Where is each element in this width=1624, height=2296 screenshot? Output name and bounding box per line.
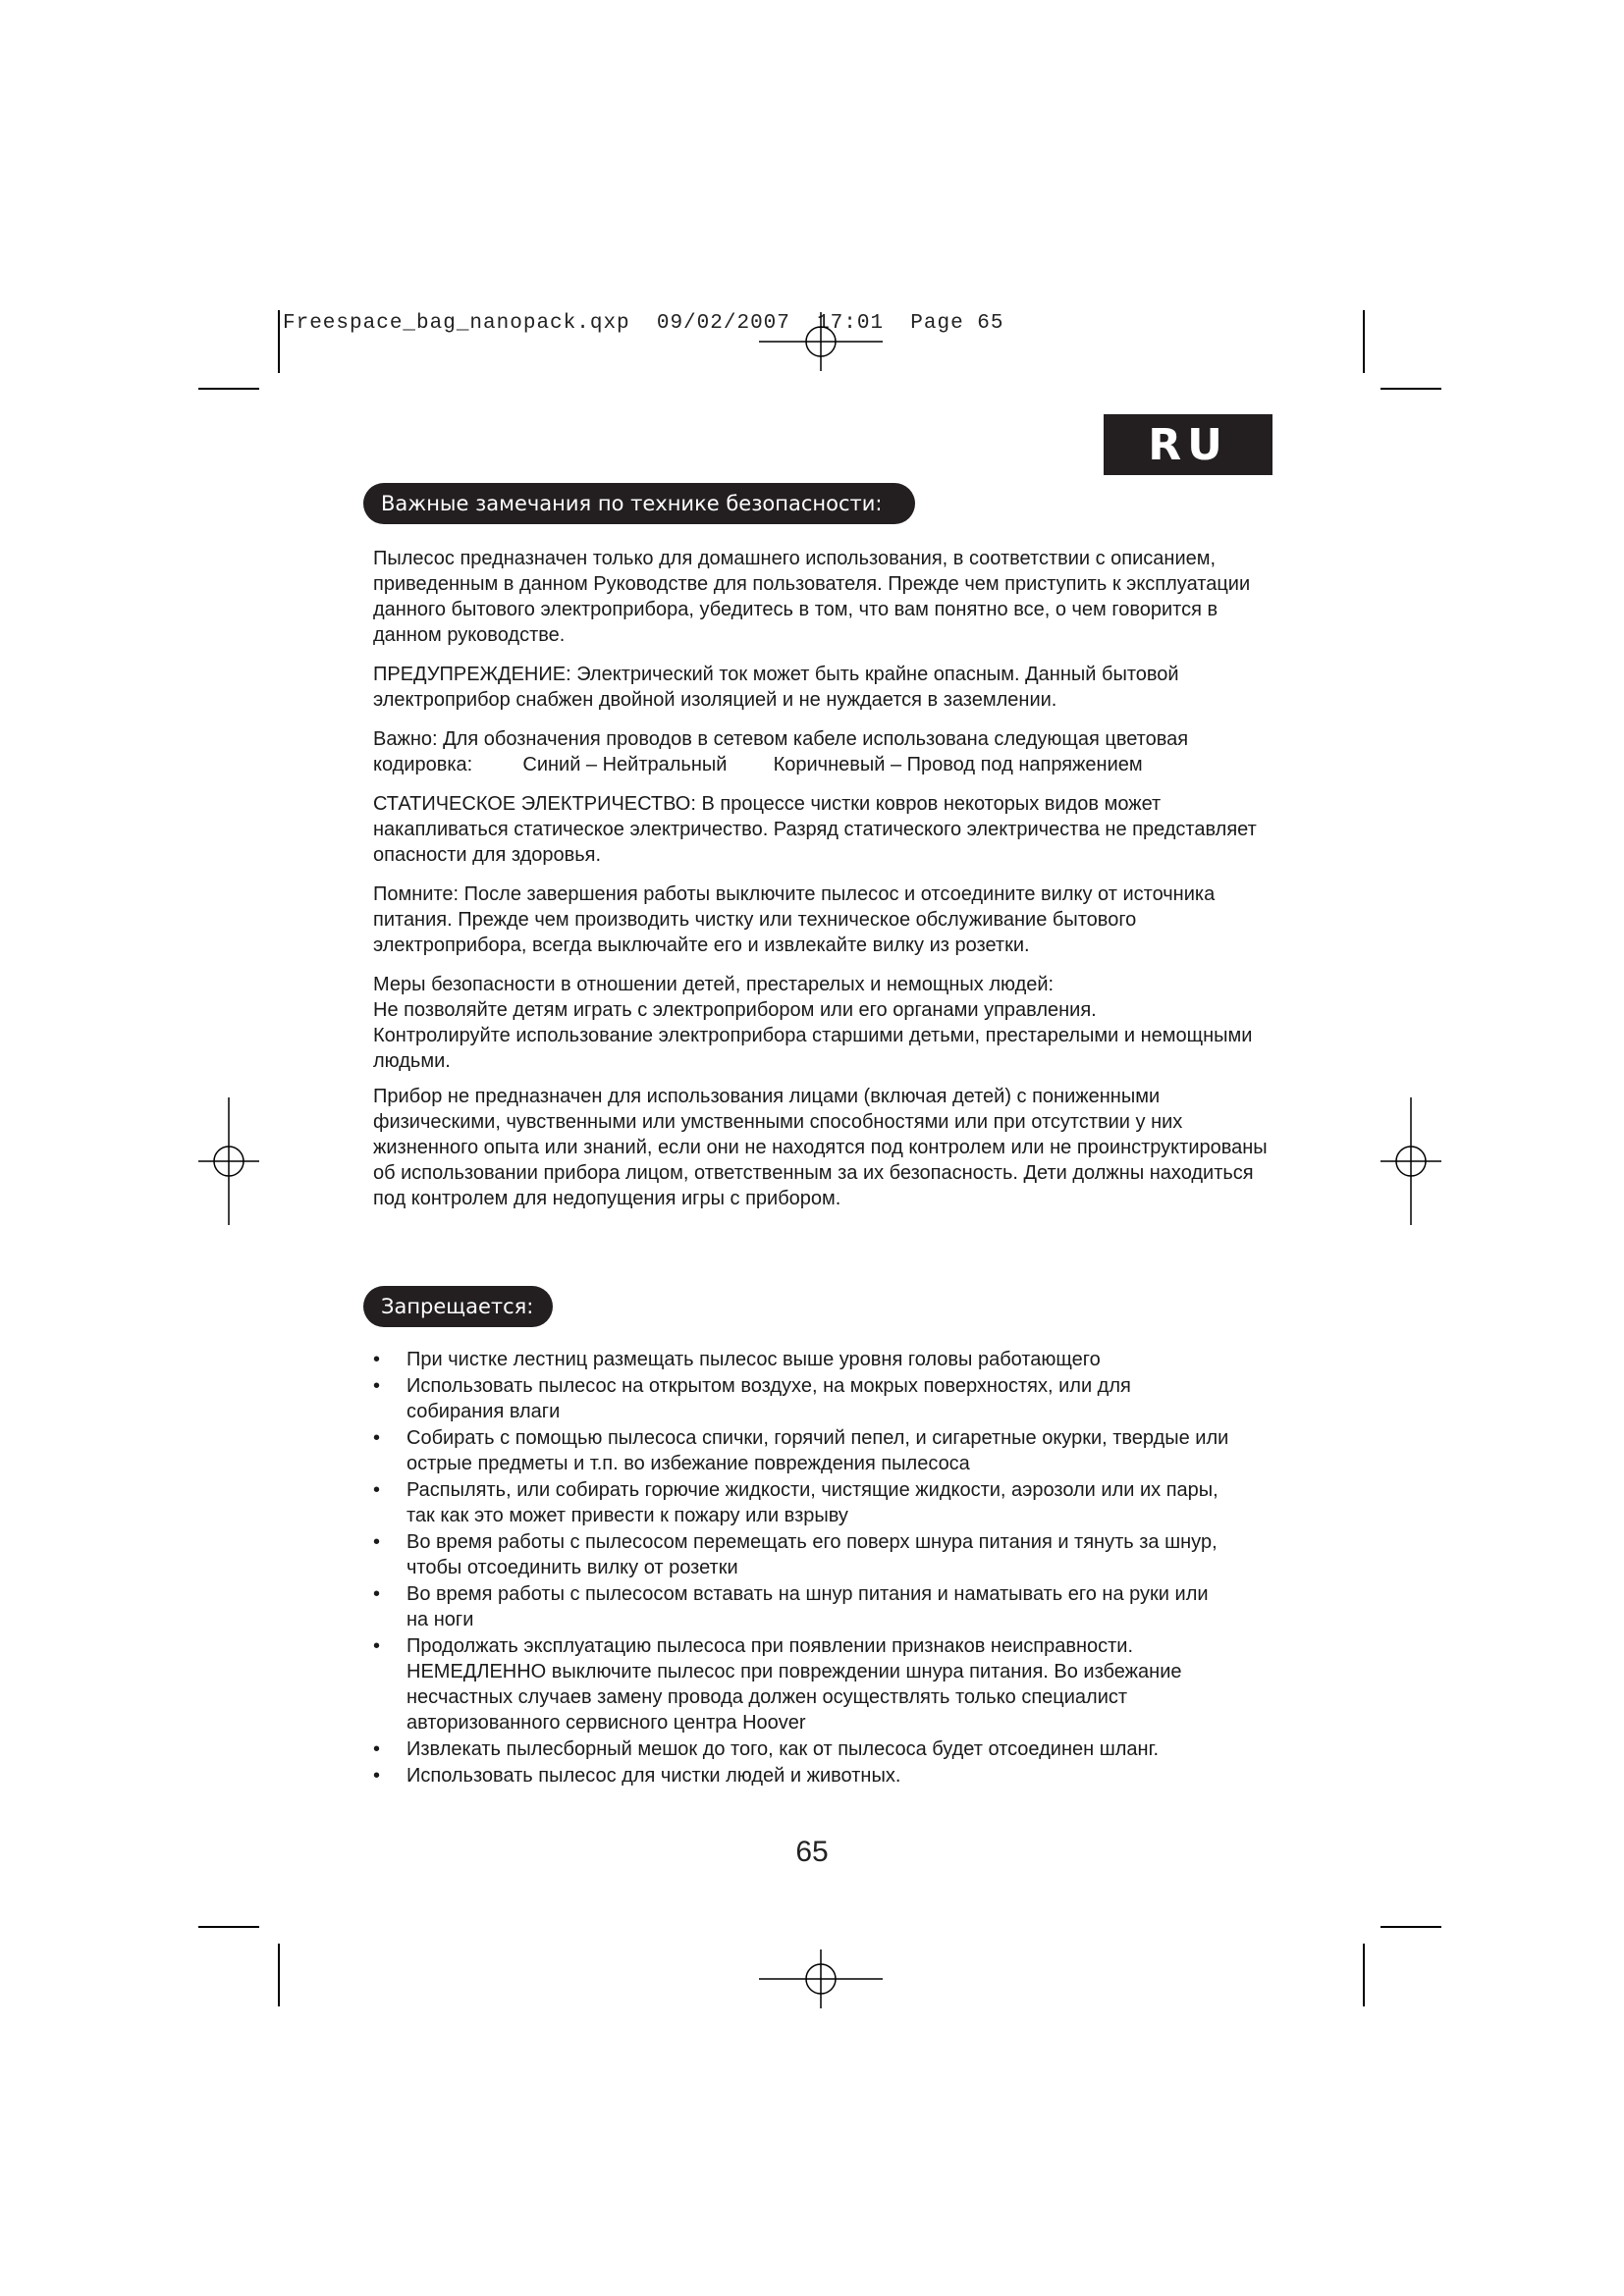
crop-mark [198,388,259,390]
list-item [369,1633,1233,1735]
list-item [369,1347,1233,1372]
list-item-text: Во время работы с пылесосом вставать на шнур питания и наматывать его на руки или на ноги [406,1583,1209,1630]
remember-label: Помните: [373,883,460,905]
bullet-icon: • [373,1738,381,1760]
children-line: Контролируйте использование электроприбора старшими детьми, престарелыми и немощными людьми. [373,1025,1253,1072]
language-badge: RU [1104,414,1272,475]
list-item-text: Использовать пылесос на открытом воздухе, на мокрых поверхностях, или для собирания влаги [406,1375,1131,1422]
bullet-icon: • [373,1479,381,1501]
important-paragraph [373,726,1276,777]
bullet-icon: • [373,1635,381,1657]
list-item-text: Использовать пылесос для чистки людей и животных. [406,1765,901,1787]
list-item-text: Извлекать пылесборный мешок до того, как от пылесоса будет отсоединен шланг. [406,1738,1160,1760]
safety-section-title [363,483,915,524]
list-item-text: Собирать с помощью пылесоса спички, горячий пепел, и сигаретные окурки, твердые или острые предметы и т.п. во избежание повреждения пылесоса [406,1427,1229,1474]
children-line: Не позволяйте детям играть с электроприбором или его органами управления. [373,999,1097,1021]
crop-mark [278,1944,280,2006]
bullet-icon: • [373,1427,381,1449]
intro-paragraph: Пылесос предназначен только для домашнего использования, в соответствии с описанием, приведенным в данном Руководстве для пользователя. Прежде чем приступить к эксплуатации данного бытового электроприбора, убедитесь в том, что вам понятно все, о чем говорится в данном руководстве. [373,548,1251,646]
crop-mark [1380,1926,1441,1928]
list-item-text: Во время работы с пылесосом перемещать его поверх шнура питания и тянуть за шнур, чтобы отсоединить вилку от розетки [406,1531,1218,1578]
important-text: Для обозначения проводов в сетевом кабеле использована следующая цветовая кодировка: [373,728,1189,775]
list-item [369,1477,1233,1528]
brown-wire-text: Коричневый – Провод под напряжением [773,754,1143,775]
forbidden-section-title [363,1286,553,1327]
blue-wire-text: Синий – Нейтральный [522,754,728,775]
bullet-icon: • [373,1765,381,1787]
safety-section-title-text: Важные замечания по технике безопасности: [381,492,883,515]
bullet-icon: • [373,1349,381,1370]
list-item [369,1763,1233,1789]
page-number: 65 [795,1836,829,1868]
safety-section-body [373,546,1276,1211]
list-item-text: Распылять, или собирать горючие жидкости, чистящие жидкости, аэрозоли или их пары, так как это может привести к пожару или взрыву [406,1479,1218,1526]
capability-paragraph: Прибор не предназначен для использования лицами (включая детей) с пониженными физическими, чувственными или умственными способностями или при отсутствии у них жизненного опыта или знаний, если они не находятся под контролем или не проинструктированы об использовании прибора лицом, ответственным за их безопасность. Дети должны находиться под контролем для недопущения игры с прибором. [373,1086,1268,1209]
remember-paragraph [373,881,1276,958]
list-item [369,1425,1233,1476]
registration-mark-icon [1380,1097,1441,1225]
warning-paragraph [373,662,1276,713]
forbidden-section-title-text: Запрещается: [381,1295,534,1318]
crop-mark [198,1926,259,1928]
list-item-text: Продолжать эксплуатацию пылесоса при появлении признаков неисправности. НЕМЕДЛЕННО выключите пылесос при повреждении шнура питания. Во избежание несчастных случаев замену провода должен осуществлять только специалист авторизованного сервисного центра Hoover [406,1635,1182,1734]
children-heading: Меры безопасности в отношении детей, престарелых и немощных людей: [373,974,1055,995]
registration-mark-icon [759,1949,883,2008]
crop-mark [278,310,280,373]
list-item [369,1736,1233,1762]
bullet-icon: • [373,1583,381,1605]
important-label: Важно: [373,728,438,750]
list-item [369,1529,1233,1580]
list-item [369,1373,1233,1424]
list-item [369,1581,1233,1632]
bullet-icon: • [373,1531,381,1553]
registration-mark-icon [759,312,883,371]
static-text: В процессе чистки ковров некоторых видов может накапливаться статическое электричество. Разряд статического электричества не представляет опасности для здоровья. [373,793,1257,866]
registration-mark-icon [198,1097,259,1225]
forbidden-list [369,1347,1233,1789]
bullet-icon: • [373,1375,381,1397]
static-paragraph [373,791,1276,868]
list-item-text: При чистке лестниц размещать пылесос выше уровня головы работающего [406,1349,1101,1370]
remember-text: После завершения работы выключите пылесос и отсоедините вилку от источника питания. Прежде чем производить чистку или техническое обслуживание бытового электроприбора, всегда выключайте его и извлекайте вилку из розетки. [373,883,1216,956]
crop-mark [1380,388,1441,390]
print-slug-line: Freespace_bag_nanopack.qxp 09/02/2007 17:01 Page 65 [283,312,1004,335]
warning-text: Электрический ток может быть крайне опасным. Данный бытовой электроприбор снабжен двойной изоляцией и не нуждается в заземлении. [373,664,1179,711]
static-label: СТАТИЧЕСКОЕ ЭЛЕКТРИЧЕСТВО: [373,793,696,815]
crop-mark [1363,1944,1365,2006]
warning-label: ПРЕДУПРЕЖДЕНИЕ: [373,664,571,685]
crop-mark [1363,310,1365,373]
